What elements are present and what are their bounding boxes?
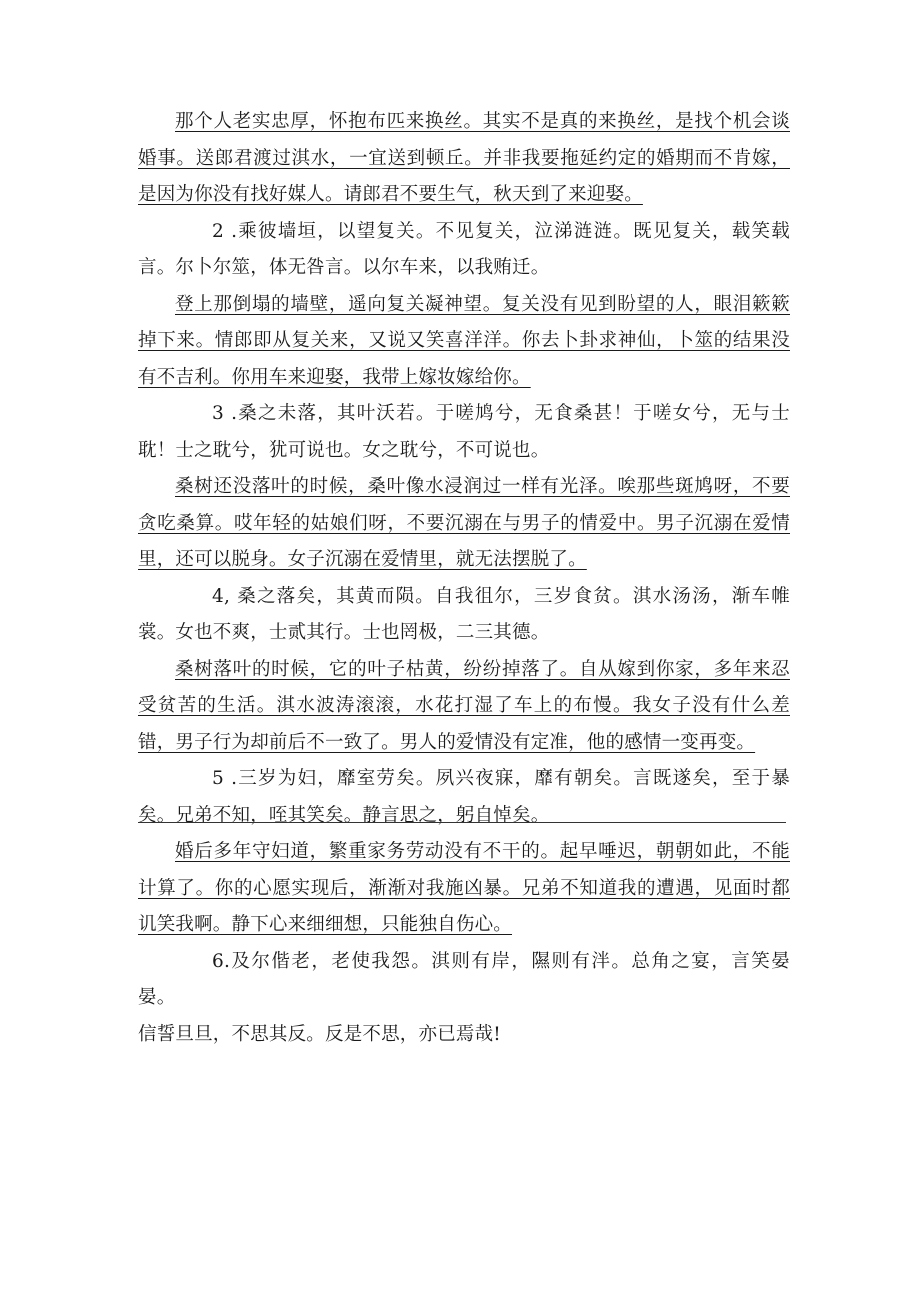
paragraph-number: 2 bbox=[212, 220, 224, 242]
paragraph-number: 5 bbox=[212, 768, 224, 789]
original-text: 桑之落矣，其黄而陨。自我徂尔，三岁食贫。淇水汤汤，渐车帷裳。女也不爽，士贰其行。士也罔极，二三其德。 bbox=[138, 585, 790, 643]
document-body bbox=[138, 104, 790, 1053]
paragraph-number: 4, bbox=[212, 585, 231, 607]
translation-paragraph-2: 登上那倒塌的墙壁，遥向复关凝神望。复关没有见到盼望的人，眼泪簌簌掉下来。情郎即从复关来，又说又笑喜洋洋。你去卜卦求神仙，卜筮的结果没有不吉利。你用车来迎娶，我带上嫁妆嫁给你。 bbox=[138, 293, 790, 388]
original-paragraph-2 bbox=[138, 214, 790, 287]
original-text: .及尔偕老，老使我怨。淇则有岸，隰则有泮。总角之宴，言笑晏晏。 bbox=[138, 950, 790, 1008]
original-paragraph-3 bbox=[138, 396, 790, 469]
original-text: .桑之未落，其叶沃若。于嗟鸠兮，无食桑甚！于嗟女兮，无与士耽！士之耽兮，犹可说也。女之耽兮，不可说也。 bbox=[138, 403, 790, 461]
translation-paragraph-5: 婚后多年守妇道，繁重家务劳动没有不干的。起早唾迟，朝朝如此，不能计算了。你的心愿实现后，渐渐对我施凶暴。兄弟不知道我的遭遇，见面时都讥笑我啊。静下心来细细想，只能独自伤心。 bbox=[138, 841, 790, 935]
original-paragraph-5 bbox=[138, 761, 790, 834]
original-paragraph-6-continued: 信誓旦旦，不思其反。反是不思，亦已焉哉! bbox=[138, 1023, 501, 1045]
translation-paragraph-4: 桑树落叶的时候，它的叶子枯黄，纷纷掉落了。自从嫁到你家，多年来忍受贫苦的生活。淇水波涛滚滚，水花打湿了车上的布慢。我女子没有什么差错，男子行为却前后不一致了。男人的爱情没有定准，他的感情一变再变。 bbox=[138, 658, 790, 753]
original-text: .乘彼墙垣，以望复关。不见复关，泣涕涟涟。既见复关，载笑载言。尔卜尔筮，体无咎言。以尔车来，以我贿迁。 bbox=[138, 220, 790, 278]
paragraph-number: 3 bbox=[212, 403, 224, 424]
horizontal-rule bbox=[138, 822, 786, 823]
original-paragraph-4 bbox=[138, 579, 790, 652]
translation-paragraph-3: 桑树还没落叶的时候，桑叶像水浸润过一样有光泽。唉那些斑鸠呀，不要贪吃桑算。哎年轻的姑娘们呀，不要沉溺在与男子的情爱中。男子沉溺在爱情里，还可以脱身。女子沉溺在爱情里，就无法摆脱了。 bbox=[138, 476, 790, 570]
translation-paragraph-1: 那个人老实忠厚，怀抱布匹来换丝。其实不是真的来换丝，是找个机会谈婚事。送郎君渡过淇水，一宜送到顿丘。并非我要拖延约定的婚期而不肯嫁，是因为你没有找好媒人。请郎君不要生气，秋天到了来迎娶。 bbox=[138, 111, 790, 205]
paragraph-number: 6 bbox=[212, 950, 224, 972]
original-paragraph-6 bbox=[138, 944, 790, 1017]
original-text: .三岁为妇，靡室劳矣。夙兴夜寐，靡有朝矣。言既遂矣，至于暴矣。兄弟不知，咥其笑矣。静言思之，躬自悼矣。 bbox=[138, 768, 790, 826]
